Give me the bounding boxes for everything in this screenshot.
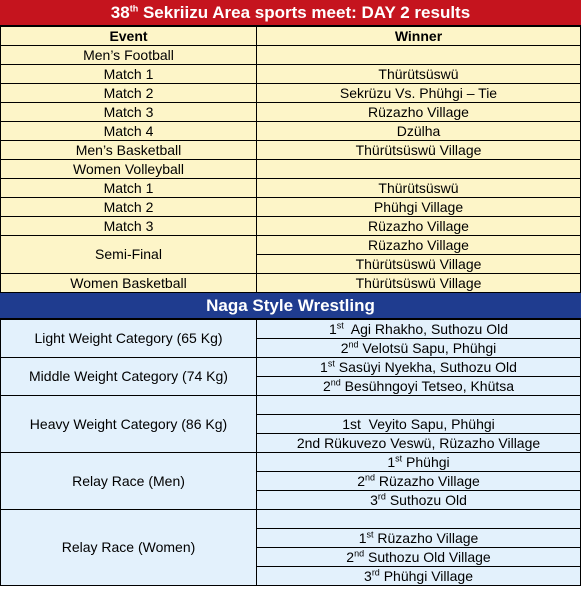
winner-cell: Thürütsüswü Village bbox=[257, 141, 581, 160]
winner-cell bbox=[257, 396, 581, 415]
category-cell: Relay Race (Women) bbox=[1, 510, 257, 586]
winner-cell: Thürütsüswü bbox=[257, 65, 581, 84]
winner-cell: 3rd Phühgi Village bbox=[257, 567, 581, 586]
table-row bbox=[1, 198, 581, 217]
event-cell: Match 3 bbox=[1, 103, 257, 122]
results-title: 38th Sekriizu Area sports meet: DAY 2 results bbox=[110, 3, 471, 22]
category-cell: Light Weight Category (65 Kg) bbox=[1, 320, 257, 358]
winner-cell bbox=[257, 160, 581, 179]
winner-cell: 3rd Suthozu Old bbox=[257, 491, 581, 510]
wrestling-results-table bbox=[0, 319, 581, 586]
winner-cell: Thürütsüswü Village bbox=[257, 255, 581, 274]
table-row bbox=[1, 46, 581, 65]
winner-cell: Sekrüzu Vs. Phühgi – Tie bbox=[257, 84, 581, 103]
winner-cell: 2nd Velotsü Sapu, Phühgi bbox=[257, 339, 581, 358]
table-row bbox=[1, 141, 581, 160]
event-cell: Match 3 bbox=[1, 217, 257, 236]
winner-cell: Phühgi Village bbox=[257, 198, 581, 217]
winner-cell: Thürütsüswü bbox=[257, 179, 581, 198]
results-title-banner bbox=[0, 0, 581, 26]
wrestling-section-title: Naga Style Wrestling bbox=[206, 296, 375, 315]
winner-cell: 2nd Rüzazho Village bbox=[257, 472, 581, 491]
winner-cell: 1st Agi Rhakho, Suthozu Old bbox=[257, 320, 581, 339]
table-row bbox=[1, 396, 581, 415]
event-column-header: Event bbox=[1, 27, 257, 46]
winner-cell: Dzülha bbox=[257, 122, 581, 141]
event-cell: Women Basketball bbox=[1, 274, 257, 293]
winner-cell: Rüzazho Village bbox=[257, 103, 581, 122]
table-row bbox=[1, 84, 581, 103]
table-row bbox=[1, 217, 581, 236]
table-row bbox=[1, 510, 581, 529]
table-row bbox=[1, 103, 581, 122]
event-cell: Men’s Basketball bbox=[1, 141, 257, 160]
event-cell: Men’s Football bbox=[1, 46, 257, 65]
winner-column-header: Winner bbox=[257, 27, 581, 46]
winner-cell: 1st Phühgi bbox=[257, 453, 581, 472]
day2-results-table bbox=[0, 26, 581, 293]
winner-cell: 2nd Besühngoyi Tetseo, Khütsa bbox=[257, 377, 581, 396]
table-row bbox=[1, 320, 581, 339]
wrestling-section-banner bbox=[0, 293, 581, 319]
table-row bbox=[1, 65, 581, 84]
winner-cell: 1st Veyito Sapu, Phühgi bbox=[257, 415, 581, 434]
table-row bbox=[1, 160, 581, 179]
winner-cell bbox=[257, 46, 581, 65]
table-row bbox=[1, 453, 581, 472]
winner-cell: 2nd Rükuvezo Veswü, Rüzazho Village bbox=[257, 434, 581, 453]
winner-cell: Rüzazho Village bbox=[257, 236, 581, 255]
winner-cell: Rüzazho Village bbox=[257, 217, 581, 236]
table-row bbox=[1, 358, 581, 377]
category-cell: Heavy Weight Category (86 Kg) bbox=[1, 396, 257, 453]
table-header-row bbox=[1, 27, 581, 46]
table-row bbox=[1, 122, 581, 141]
winner-cell: 1st Sasüyi Nyekha, Suthozu Old bbox=[257, 358, 581, 377]
winner-cell: 1st Rüzazho Village bbox=[257, 529, 581, 548]
winner-cell bbox=[257, 510, 581, 529]
event-cell: Match 4 bbox=[1, 122, 257, 141]
winner-cell: 2nd Suthozu Old Village bbox=[257, 548, 581, 567]
winner-cell: Thürütsüswü Village bbox=[257, 274, 581, 293]
event-cell: Match 2 bbox=[1, 198, 257, 217]
event-cell: Match 1 bbox=[1, 65, 257, 84]
table-row bbox=[1, 236, 581, 255]
event-cell: Semi-Final bbox=[1, 236, 257, 274]
event-cell: Match 2 bbox=[1, 84, 257, 103]
category-cell: Middle Weight Category (74 Kg) bbox=[1, 358, 257, 396]
event-cell: Women Volleyball bbox=[1, 160, 257, 179]
category-cell: Relay Race (Men) bbox=[1, 453, 257, 510]
table-row bbox=[1, 179, 581, 198]
event-cell: Match 1 bbox=[1, 179, 257, 198]
table-row bbox=[1, 274, 581, 293]
